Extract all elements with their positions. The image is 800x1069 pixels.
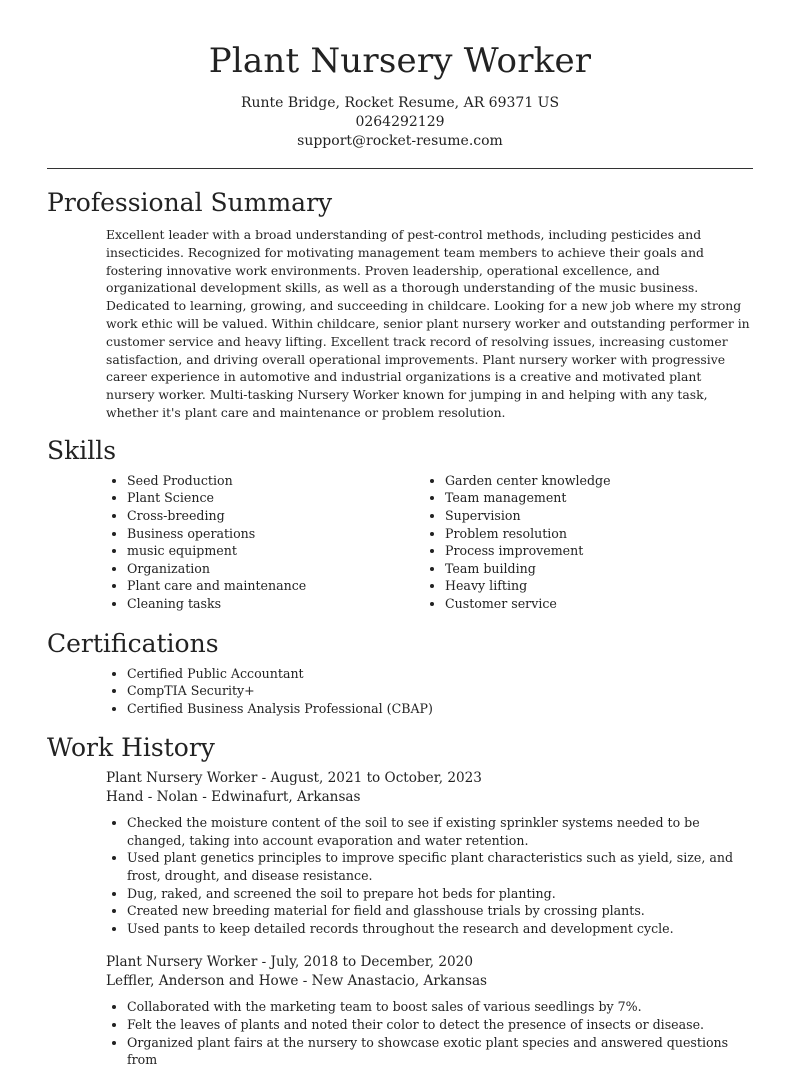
address: Runte Bridge, Rocket Resume, AR 69371 US [240,95,560,111]
skill-item: • Seed Production [127,472,424,490]
skill-item: • Team building [445,560,742,578]
summary-section [0,187,800,422]
certifications-section [0,628,800,718]
job-bullet: • Created new breeding material for field and glasshouse trials by crossing plants. [127,902,752,920]
skill-item: • Cross-breeding [127,507,424,525]
job-bullet: • Organized plant fairs at the nursery to showcase exotic plant species and answered questions from [127,1034,752,1069]
skill-item: • music equipment [127,542,424,560]
certifications-heading: Certifications [47,628,219,658]
job-company-line: Leffler, Anderson and Howe - New Anastacio, Arkansas [106,973,488,990]
job-title-line: Plant Nursery Worker - August, 2021 to October, 2023 [106,770,482,787]
candidate-name: Plant Nursery Worker [208,41,592,81]
job-bullet: • Used plant genetics principles to improve specific plant characteristics such as yield, size, and frost, drought, and disease resistance. [127,849,752,884]
skill-item: • Process improvement [445,542,742,560]
skill-item: • Plant Science [127,489,424,507]
certification-item: • Certified Public Accountant [127,665,752,683]
skill-item: • Supervision [445,507,742,525]
job-bullet-list [106,814,752,937]
certification-item: • Certified Business Analysis Professional (CBAP) [127,700,752,718]
skills-column-left [106,472,424,613]
job-entry [0,953,800,1068]
header-divider [47,168,753,169]
skill-item: • Business operations [127,525,424,543]
job-bullet: • Checked the moisture content of the soil to see if existing sprinkler systems needed to be changed, taking into account evaporation and water retention. [127,814,752,849]
skill-item: • Team management [445,489,742,507]
summary-heading: Professional Summary [47,188,333,217]
job-title-line: Plant Nursery Worker - July, 2018 to December, 2020 [106,954,473,971]
email: support@rocket-resume.com [297,133,503,149]
job-bullet-list [106,998,752,1068]
summary-text: Excellent leader with a broad understanding of pest-control methods, including pesticides and insecticides. Recognized for motivating management team members to achieve their goals and fostering innovative work environments. Proven leadership, operational excellence, and organizational development skills, as well as a thorough understanding of the music business. Dedicated to learning, growing, and succeeding in childcare. Looking for a new job where my strong work ethic will be valued. Within childcare, senior plant nursery worker and outstanding performer in customer service and heavy lifting. Excellent track record of resolving issues, increasing customer satisfaction, and driving overall operational improvements. Plant nursery worker with progressive career experience in automotive and industrial organizations is a creative and motivated plant nursery worker. Multi-tasking Nursery Worker known for jumping in and helping with any task, whether it's plant care and maintenance or problem resolution. [106,227,750,420]
skills-section [0,435,800,613]
skill-item: • Plant care and maintenance [127,577,424,595]
job-bullet: • Felt the leaves of plants and noted their color to detect the presence of insects or disease. [127,1016,752,1034]
job-bullet: • Collaborated with the marketing team to boost sales of various seedlings by 7%. [127,998,752,1016]
work-history-section [0,732,800,1069]
skills-heading: Skills [47,435,117,465]
skill-item: • Cleaning tasks [127,595,424,613]
phone: 0264292129 [355,114,445,130]
job-entry [0,769,800,937]
skill-item: • Heavy lifting [445,577,742,595]
skill-item: • Customer service [445,595,742,613]
work-history-heading: Work History [47,733,215,763]
resume-header [0,0,800,151]
skills-grid [106,472,800,613]
skill-item: • Problem resolution [445,525,742,543]
contact-info [0,94,800,151]
job-bullet: • Dug, raked, and screened the soil to prepare hot beds for planting. [127,885,752,903]
skills-column-right [424,472,742,613]
skill-item: • Garden center knowledge [445,472,742,490]
certifications-list [106,665,752,718]
job-company-line: Hand - Nolan - Edwinafurt, Arkansas [106,789,361,806]
job-bullet: • Used pants to keep detailed records throughout the research and development cycle. [127,920,752,938]
certification-item: • CompTIA Security+ [127,682,752,700]
skill-item: • Organization [127,560,424,578]
